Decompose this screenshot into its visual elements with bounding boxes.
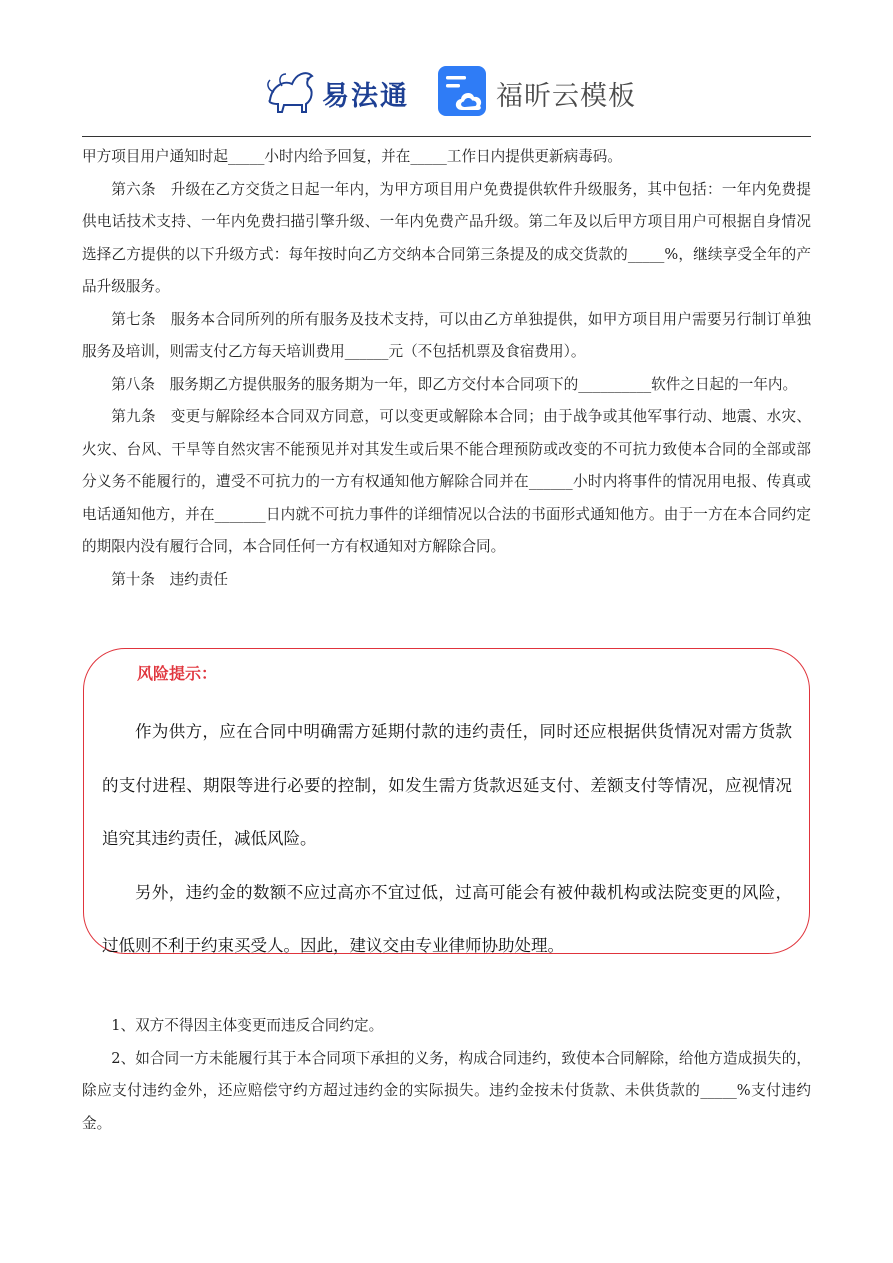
risk-paragraph-2: 另外，违约金的数额不应过高亦不宜过低，过高可能会有被仲裁机构或法院变更的风险，过低则不利于约束买受人。因此，建议交由专业律师协助处理。 [102,882,792,955]
yifatong-logo [262,62,412,118]
paragraph-continuation: 甲方项目用户通知时起_____小时内给予回复，并在_____工作日内提供更新病毒码。 [82,148,622,165]
contract-body [82,141,811,596]
logo2-text: 福昕云模板 [496,81,636,112]
clause-9: 第九条 变更与解除经本合同双方同意，可以变更或解除本合同；由于战争或其他军事行动、地震、水灾、火灾、台风、干旱等自然灾害不能预见并对其发生或后果不能合理预防或改变的不可抗力致使本合同的全部或部分义务不能履行的，遭受不可抗力的一方有权通知他方解除合同并在______小时内将事件的情况用电报、传真或电话通知他方，并在_______日内就不可抗力事件的详细情况以合法的书面形式通知他方。由于一方在本合同约定的期限内没有履行合同，本合同任何一方有权通知对方解除合同。 [82,408,811,555]
page-header [82,52,811,137]
cloud-document-icon [436,64,490,118]
clause-6: 第六条 升级在乙方交货之日起一年内，为甲方项目用户免费提供软件升级服务，其中包括：一年内免费提供电话技术支持、一年内免费扫描引擎升级、一年内免费产品升级。第二年及以后甲方项目用户可根据自身情况选择乙方提供的以下升级方式：每年按时向乙方交纳本合同第三条提及的成交货款的_____%，继续享受全年的产品升级服务。 [82,180,811,295]
foxit-template-logo [436,64,656,118]
breach-clauses [82,1010,811,1140]
risk-warning-title: 风险提示： [137,664,218,683]
qilin-icon [262,62,322,118]
clause-10-heading: 第十条 违约责任 [111,570,228,588]
breach-clause-1: 1、双方不得因主体变更而违反合同约定。 [111,1017,384,1034]
risk-warning-box [83,648,810,954]
clause-7: 第七条 服务本合同所列的所有服务及技术支持，可以由乙方单独提供，如甲方项目用户需要另行制订单独服务及培训，则需支付乙方每天培训费用______元（不包括机票及食宿费用）。 [82,310,811,360]
breach-clause-2: 2、如合同一方未能履行其于本合同项下承担的义务，构成合同违约，致使本合同解除，给他方造成损失的，除应支付违约金外，还应赔偿守约方超过违约金的实际损失。违约金按未付货款、未供货款的_____%支付违约金。 [82,1049,811,1132]
risk-paragraph-1: 作为供方，应在合同中明确需方延期付款的违约责任，同时还应根据供货情况对需方货款的支付进程、期限等进行必要的控制，如发生需方货款迟延支付、差额支付等情况，应视情况追究其违约责任，减低风险。 [102,722,792,848]
clause-8: 第八条 服务期乙方提供服务的服务期为一年，即乙方交付本合同项下的__________软件之日起的一年内。 [111,375,798,393]
risk-warning-body [102,705,792,973]
logo1-text: 易法通 [322,81,409,112]
